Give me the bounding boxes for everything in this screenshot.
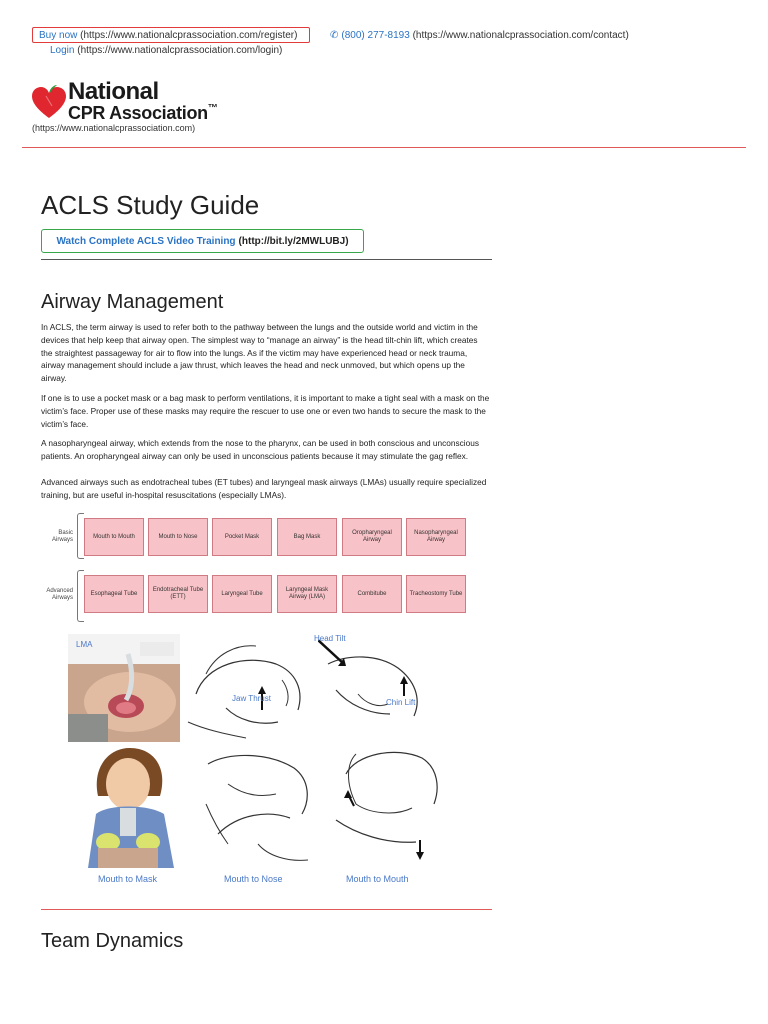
advanced-airways-label: Advanced Airways xyxy=(46,588,73,601)
jaw-thrust-label: Jaw Thrust xyxy=(232,694,271,703)
lma-label: LMA xyxy=(76,640,93,649)
airway-box: Laryngeal Mask Airway (LMA) xyxy=(277,575,337,613)
advanced-airways-brace xyxy=(77,570,84,622)
login-link[interactable] xyxy=(50,45,282,56)
phone-url: (https://www.nationalcprassociation.com/contact) xyxy=(412,30,629,41)
airway-box: Oropharyngeal Airway xyxy=(342,518,402,556)
airway-box: Endotracheal Tube (ETT) xyxy=(148,575,208,613)
logo-name-text: CPR Association xyxy=(68,103,208,123)
caption-mouth-to-mouth: Mouth to Mouth xyxy=(346,874,409,884)
airway-box: Laryngeal Tube xyxy=(212,575,272,613)
airway-techniques-illustration xyxy=(68,634,448,890)
team-dynamics-heading: Team Dynamics xyxy=(41,930,184,952)
airway-paragraph-3: A nasopharyngeal airway, which extends from the nose to the pharynx, can be used in both conscious and unconscious patients. An oropharyngeal airway can only be used in unconscious patients because it may stimulate the gag reflex. xyxy=(41,438,480,461)
video-training-url: (http://bit.ly/2MWLUBJ) xyxy=(238,235,349,247)
site-logo[interactable] xyxy=(30,78,230,126)
title-divider xyxy=(41,259,492,260)
mouth-to-nose-drawing xyxy=(198,744,316,868)
phone-link[interactable] xyxy=(330,30,629,41)
buy-now-label[interactable]: Buy now xyxy=(39,29,78,41)
caption-mouth-to-nose: Mouth to Nose xyxy=(224,874,283,884)
trademark-symbol: ™ xyxy=(207,103,218,114)
airway-paragraph-4: Advanced airways such as endotracheal tubes (ET tubes) and laryngeal mask airways (LMAs) usually require specialized training, but are useful in-hospital resuscitations (especially LMAs). xyxy=(41,477,487,500)
jaw-thrust-drawing xyxy=(186,634,314,742)
video-training-label[interactable]: Watch Complete ACLS Video Training xyxy=(56,235,236,247)
head-tilt-drawing xyxy=(318,634,436,742)
page-title: ACLS Study Guide xyxy=(41,190,260,220)
airway-box: Combitube xyxy=(342,575,402,613)
airway-box: Bag Mask xyxy=(277,518,337,556)
lma-photo xyxy=(68,634,180,742)
airway-box: Nasopharyngeal Airway xyxy=(406,518,466,556)
logo-name-line2 xyxy=(68,103,218,124)
airway-heading: Airway Management xyxy=(41,291,224,313)
phone-number[interactable]: (800) 277-8193 xyxy=(341,30,410,41)
mouth-to-mask-drawing xyxy=(68,744,188,868)
login-label[interactable]: Login xyxy=(50,45,75,56)
head-tilt-label: Head Tilt xyxy=(314,634,346,643)
heart-icon xyxy=(30,84,68,120)
login-url: (https://www.nationalcprassociation.com/login) xyxy=(77,45,283,56)
logo-name-line1: National xyxy=(68,78,159,105)
mouth-to-mouth-drawing xyxy=(326,744,444,868)
header-divider xyxy=(22,147,746,148)
basic-airways-brace xyxy=(77,513,84,559)
caption-mouth-to-mask: Mouth to Mask xyxy=(98,874,158,884)
airway-paragraph-1: In ACLS, the term airway is used to refer both to the pathway between the lungs and the outside world and victim in the devices that help keep that airway open. The simplest way to “manage an airway” is the head tilt-chin lift, which creates the straightest passageway for air to flow into the lungs. As if the victim may have experienced head or neck trauma, airway management should include a jaw thrust, which leaves the head and neck unmoved, but which opens up the airway. xyxy=(41,322,478,384)
buy-now-link[interactable] xyxy=(32,27,310,43)
airway-paragraph-2: If one is to use a pocket mask or a bag mask to perform ventilations, it is important to make a tight seal with a mask on the victim’s face. Proper use of these masks may require the rescuer to use one or even two hands to secure the mask to the victim’s face. xyxy=(41,393,490,429)
chin-lift-label: Chin Lift xyxy=(386,698,416,707)
logo-url: (https://www.nationalcprassociation.com) xyxy=(32,123,196,133)
section-divider xyxy=(41,909,492,910)
buy-now-url: (https://www.nationalcprassociation.com/register) xyxy=(80,29,298,41)
video-training-button[interactable] xyxy=(41,229,364,253)
airway-box: Tracheostomy Tube xyxy=(406,575,466,613)
phone-icon: ✆ xyxy=(330,30,339,41)
airway-types-diagram xyxy=(41,510,481,622)
airway-box: Pocket Mask xyxy=(212,518,272,556)
airway-box: Esophageal Tube xyxy=(84,575,144,613)
airway-box: Mouth to Mouth xyxy=(84,518,144,556)
airway-box: Mouth to Nose xyxy=(148,518,208,556)
basic-airways-label: Basic Airways xyxy=(51,530,73,543)
